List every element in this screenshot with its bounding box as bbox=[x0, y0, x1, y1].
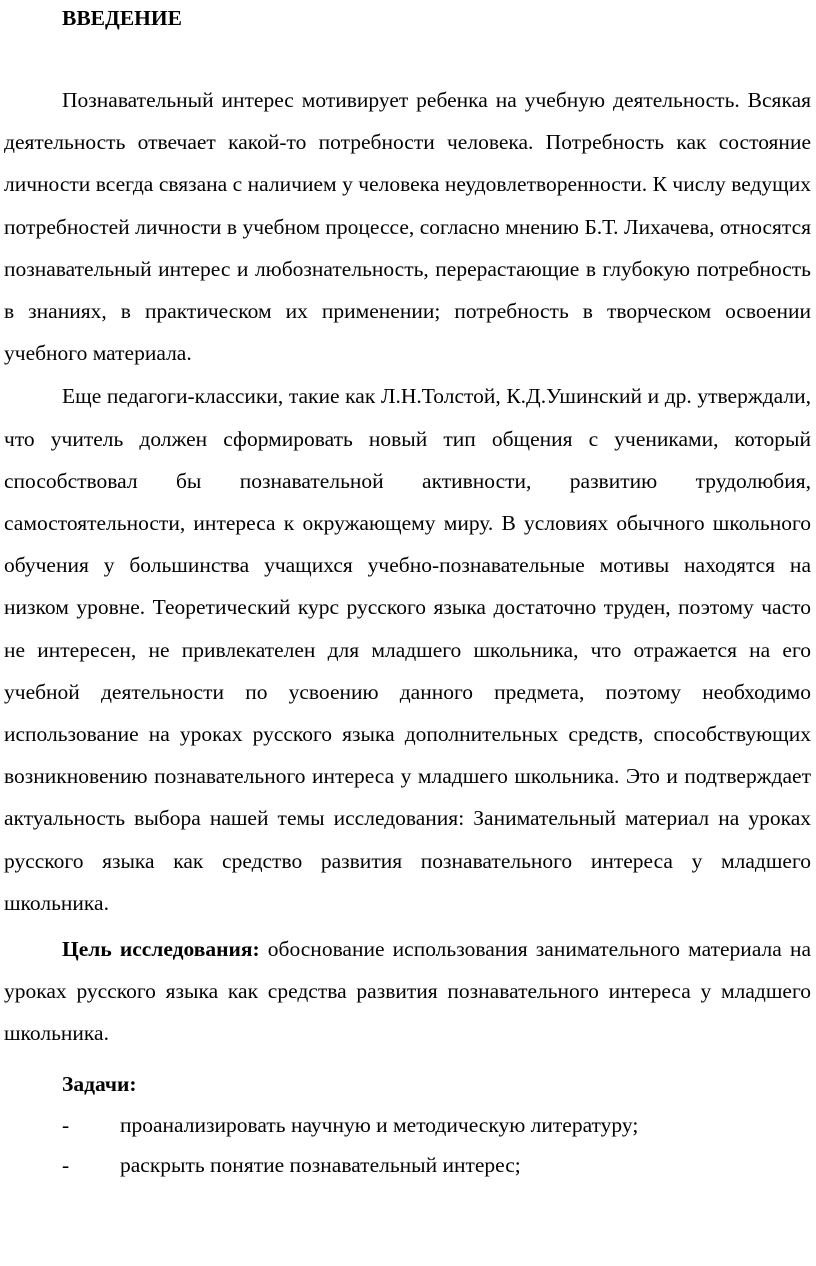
document-body bbox=[4, 79, 811, 1185]
paragraph-intro: Познавательный интерес мотивирует ребенка на учебную деятельность. Всякая деятельность отвечает какой-то потребности человека. Потребность как состояние личности всегда связана с наличием у человека неудовлетворенности. К числу ведущих потребностей личности в учебном процессе, согласно мнению Б.Т. Лихачева, относятся познавательный интерес и любознательность, перерастающие в глубокую потребность в знаниях, в практическом их применении; потребность в творческом освоении учебного материала. bbox=[4, 88, 811, 366]
list-item-marker: - bbox=[62, 1152, 70, 1177]
research-goal-label: Цель исследования: bbox=[62, 937, 260, 962]
list-item bbox=[4, 1145, 811, 1185]
research-goal-text: обоснование использования занимательного материала на уроках русского языка как средства развития познавательного интереса у младшего школьника. bbox=[4, 937, 812, 1046]
list-item-text: раскрыть понятие познавательный интерес; bbox=[120, 1152, 521, 1177]
page-title: ВВЕДЕНИЕ bbox=[62, 6, 182, 30]
research-goal-paragraph bbox=[4, 928, 811, 1055]
paragraph-relevance: Еще педагоги-классики, такие как Л.Н.Толстой, К.Д.Ушинский и др. утверждали, что учитель должен сформировать новый тип общения с учениками, который способствовал бы познавательной активности, развитию трудолюбия, самостоятельности, интереса к окружающему миру. В условиях обычного школьного обучения у большинства учащихся учебно-познавательные мотивы находятся на низком уровне. Теоретический курс русского языка достаточно труден, поэтому часто не интересен, не привлекателен для младшего школьника, что отражается на его учебной деятельности по усвоению данного предмета, поэтому необходимо использование на уроках русского языка дополнительных средств, способствующих возникновению познавательного интереса у младшего школьника. Это и подтверждает актуальность выбора нашей темы исследования: Занимательный материал на уроках русского языка как средство развития познавательного интереса у младшего школьника. bbox=[4, 384, 811, 915]
list-item-text: проанализировать научную и методическую литературу; bbox=[120, 1112, 639, 1137]
tasks-title: Задачи: bbox=[62, 1071, 137, 1096]
list-item-marker: - bbox=[62, 1112, 70, 1137]
list-item bbox=[4, 1105, 811, 1145]
tasks-list bbox=[4, 1105, 811, 1185]
